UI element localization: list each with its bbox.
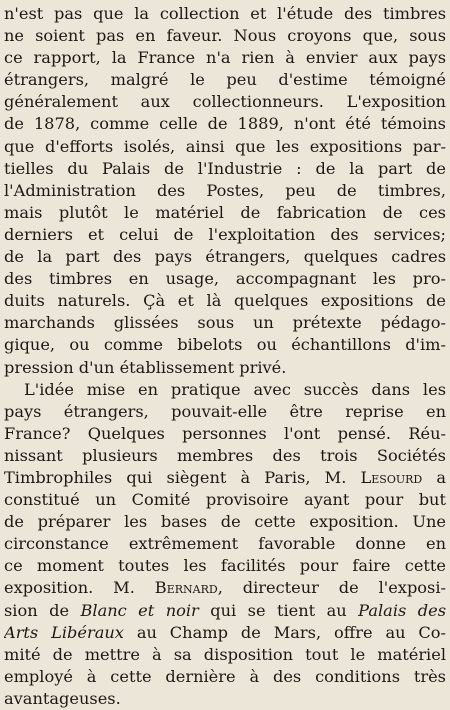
text-line	[4, 644, 446, 666]
text-run: l'Administration des Postes, peu de timbres,	[4, 180, 446, 200]
text-run: Timbrophiles qui siègent à Paris, M.	[4, 467, 361, 487]
text-line	[4, 246, 446, 268]
text-run: avantageuses.	[4, 688, 121, 708]
text-line	[4, 600, 446, 622]
text-line	[4, 622, 446, 644]
text-line	[4, 3, 446, 25]
text-run: employé à cette dernière à des conditions très	[4, 666, 446, 686]
text-line	[4, 555, 446, 577]
text-run: qui se tient au	[198, 600, 359, 620]
text-line	[4, 312, 446, 334]
text-line	[4, 69, 446, 91]
text-run: pression d'un établissement privé.	[4, 357, 287, 377]
paragraph	[4, 379, 446, 710]
text-run: de la part des pays étrangers, quelques cadres	[4, 247, 446, 267]
text-run: gique, ou comme bibelots ou échantillons d'im-	[4, 335, 446, 355]
text-line	[4, 423, 446, 445]
text-run: France? Quelques personnes l'ont pensé. Réu-	[4, 423, 446, 443]
text-run: mais plutôt le matériel de fabrication de ces	[4, 202, 446, 222]
text-run: tielles du Palais de l'Industrie : de la part de	[4, 158, 446, 178]
name-smallcaps: Lesourd	[360, 467, 423, 487]
text-run: nissant plusieurs membres des trois Sociétés	[4, 445, 446, 465]
text-line	[4, 511, 446, 533]
text-line	[4, 357, 446, 379]
text-line	[4, 467, 446, 489]
text-line	[4, 158, 446, 180]
text-line	[4, 577, 446, 599]
text-line	[4, 688, 446, 710]
text-run: de 1878, comme celle de 1889, n'ont été témoins	[4, 114, 446, 134]
text-run: constitué un Comité provisoire ayant pour but	[4, 490, 446, 510]
text-run: des timbres en usage, accompagnant les pro-	[4, 269, 446, 289]
text-run: derniers et celui de l'exploitation des services;	[4, 224, 446, 244]
body-text	[4, 3, 446, 710]
text-run: L'idée mise en pratique avec succès dans les	[24, 379, 446, 399]
text-run: n'est pas que la collection et l'étude des timbres	[4, 4, 446, 23]
italic-text: Arts Libéraux	[4, 622, 124, 642]
text-run: circonstance extrêmement favorable donne en	[4, 534, 446, 554]
text-line	[4, 113, 446, 135]
text-run: exposition. M.	[4, 578, 155, 598]
text-line	[4, 91, 446, 113]
text-run: duits naturels. Çà et là quelques expositions de	[4, 291, 446, 311]
text-line	[4, 224, 446, 246]
text-run: au Champ de Mars, offre au Co-	[123, 622, 446, 642]
text-run: pays étrangers, pouvait-elle être reprise en	[4, 401, 446, 421]
italic-text: Palais des	[358, 600, 446, 620]
text-line	[4, 334, 446, 356]
text-line	[4, 47, 446, 69]
text-line	[4, 180, 446, 202]
text-line	[4, 379, 446, 401]
text-run: que d'efforts isolés, ainsi que les expositions par-	[4, 136, 446, 156]
italic-text: Blanc et noir	[80, 600, 199, 620]
text-run: étrangers, malgré le peu d'estime témoigné	[4, 70, 446, 90]
paragraph	[4, 3, 446, 379]
text-run: ne soient pas en faveur. Nous croyons que, sous	[4, 26, 446, 46]
text-run: sion de	[4, 600, 81, 620]
text-line	[4, 25, 446, 47]
text-line	[4, 445, 446, 467]
text-line	[4, 202, 446, 224]
text-line	[4, 666, 446, 688]
text-line	[4, 268, 446, 290]
text-run: généralement aux collectionneurs. L'exposition	[4, 92, 446, 112]
text-line	[4, 489, 446, 511]
name-smallcaps: Bernard	[154, 578, 218, 598]
text-run: de préparer les bases de cette exposition. Une	[4, 512, 446, 532]
text-run: mité de mettre à sa disposition tout le matériel	[4, 644, 446, 664]
text-run: marchands glissées sous un prétexte pédago-	[4, 313, 446, 333]
text-line	[4, 136, 446, 158]
text-run: ce rapport, la France n'a rien à envier aux pays	[4, 48, 446, 68]
text-line	[4, 401, 446, 423]
text-run: a	[422, 467, 446, 487]
text-line	[4, 533, 446, 555]
text-run: , directeur de l'exposi-	[217, 578, 446, 598]
text-run: ce moment toutes les facilités pour faire cette	[4, 556, 446, 576]
text-line	[4, 290, 446, 312]
